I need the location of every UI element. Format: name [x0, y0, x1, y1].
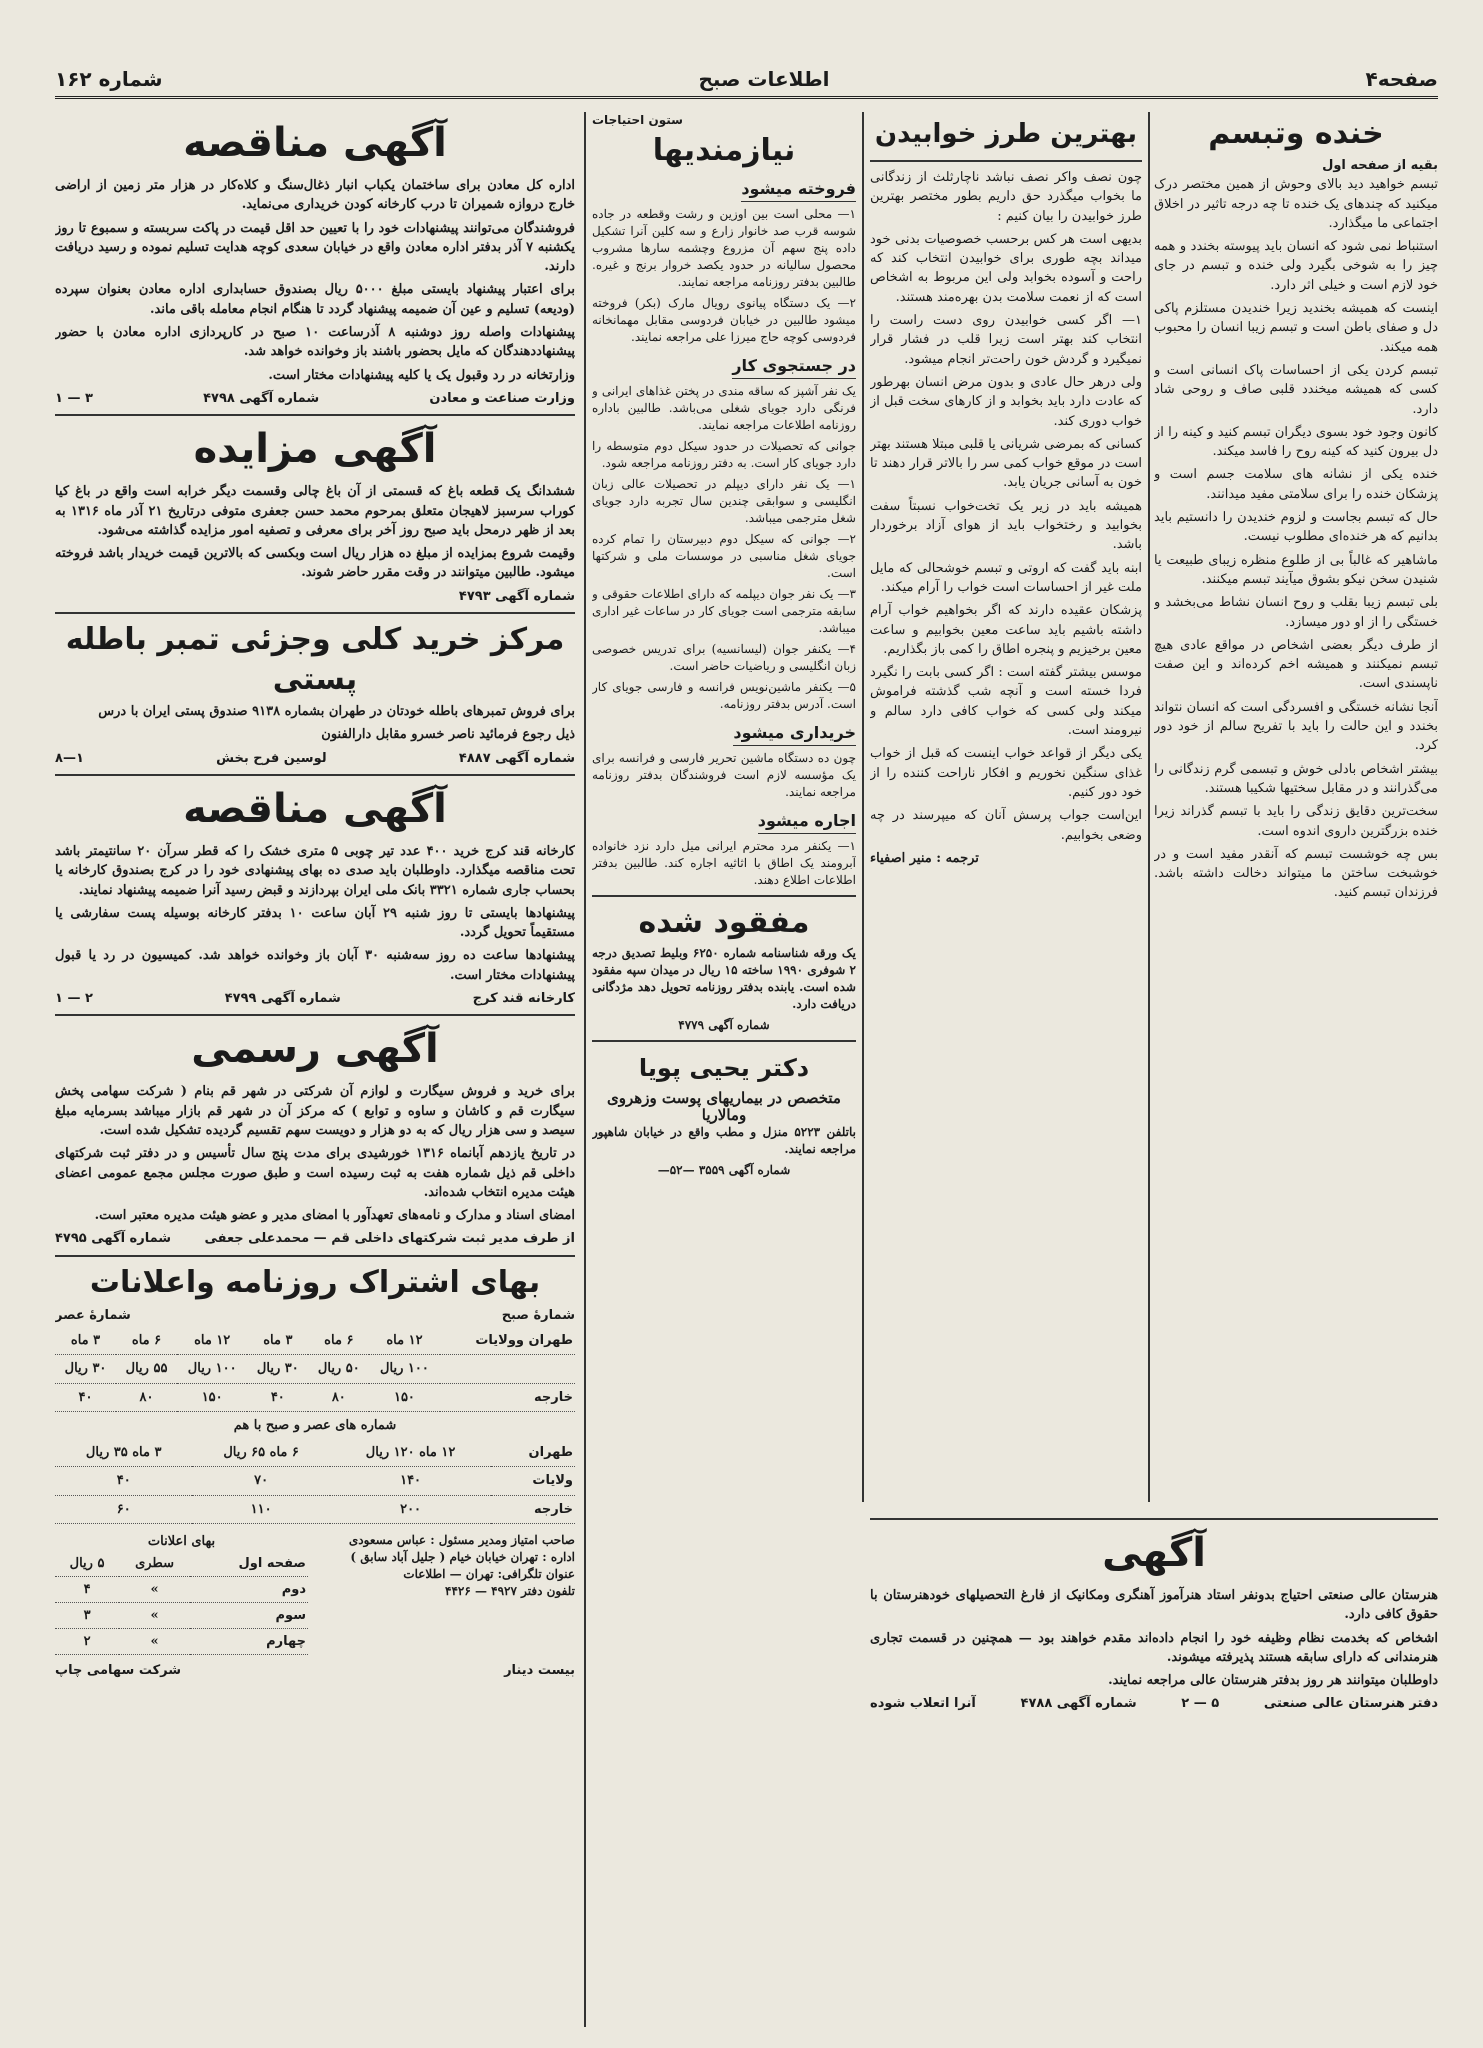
rate-label [440, 1355, 575, 1383]
auction-paragraph: وقیمت شروع بمزایده از مبلغ ده هزار ریال است وبکسی که بالاترین قیمت خریدار باشد فروخته میشود. طالبین میتوانند در وقت مقرر حاضر شوند. [55, 546, 575, 581]
tender2-ad-number: شماره آگهی ۴۷۹۹ [224, 991, 341, 1007]
classifieds-kicker: ستون احتیاجات [592, 113, 683, 127]
table-row [55, 1629, 308, 1655]
classified-item: ۲— جوانی که سیکل دوم دبیرستان را تمام کرده جویای شغل مناسبی در موسسات ملی و شرکتها است. [592, 532, 856, 580]
rate-cell: ۱۵۰ [177, 1383, 247, 1411]
rate-cell: » [119, 1577, 190, 1603]
publisher-line: عنوان تلگرافی: تهران — اطلاعات [403, 1567, 575, 1582]
sleep-paragraph: موسس بیشتر گفته است : اگر کسی بابت را نگیرد فردا خسته است و آنچه شب گذشته فراموش میکند ولی کسی که خواب کافی دارد سالم و نیرومند است. [870, 665, 1142, 739]
tender2-ad [55, 782, 575, 1008]
rate-cell: » [119, 1629, 190, 1655]
ad-rates [55, 1532, 308, 1655]
rate-cell: ۶۰ [55, 1495, 192, 1523]
rate-label: ولایات [491, 1467, 575, 1495]
smile-paragraph: بلی تبسم زیبا بقلب و روح انسان نشاط می‌بخشد و خستگی را از او دور میسازد. [1154, 595, 1438, 630]
tender2-paragraph: کارخانه قند کرج خرید ۴۰۰ عدد تیر چوبی ۵ متری خشک را که قطر سرآن ۲۰ سانتیمتر باشد تحت مناقصه میگذارد. داوطلبان باید صدی ده بهای پیشنهادی خود را در کرج بصندوق کارخانه یا بحساب جاری شماره ۳۳۲۱ بانک ملی ایران بپردازند و قبض رسید آنرا ضمیمه پیشنهاد نمایند. [55, 843, 575, 898]
smile-paragraph: استنباط نمی شود که انسان باید پیوسته بخندد و همه چیز را به شوخی بگیرد ولی خنده و تبسم در جای خود لازم است و خیلی اثر دارد. [1154, 239, 1438, 293]
smile-paragraph: آنجا نشانه خستگی و افسردگی است که انسان نتواند بخندد و این حالت را باید با تفریح سالم از خود دور کرد. [1154, 699, 1438, 754]
sleep-paragraph: این‌است جواب پرسش آنان که میپرسند در چه وضعی بخوابیم. [870, 808, 1142, 843]
school-ad-footer [870, 1694, 1438, 1713]
school-ad-title: آگهی [1102, 1530, 1206, 1576]
rate-cell: ۸۰ [116, 1383, 177, 1411]
table-row [55, 1551, 308, 1577]
combined-editions-label: شماره های عصر و صبح با هم [233, 1417, 397, 1433]
tender-paragraph: فروشندگان می‌توانند پیشنهادات خود را با تعیین حد اقل قیمت در پاکت سربسته و سمبوع تا روز یکشنبه ۷ آذر بدفتر اداره معادن واقع در خیابان سعدی کوچه هدایت تسلیم نموده و رسید دریافت دارند. [55, 220, 575, 275]
classified-item: یک نفر آشپز که ساقه مندی در پختن غذاهای ایرانی و فرنگی دارد جویای شغلی می‌باشد. طالبین باداره روزنامه اطلاعات مراجعه نمایند. [592, 384, 856, 432]
rate-cell: ۱۰۰ ریال [177, 1355, 247, 1383]
sleep-paragraph: ابنه باید گفت که اروتی و تبسم خوشحالی که مایل ملت غیر از احساسات است خواب را آرام میکند. [870, 560, 1142, 595]
smile-article-column [1154, 112, 1438, 1502]
doctor-ad-number: شماره آگهی ۳۵۵۹ —۵۲— [657, 1163, 791, 1177]
classified-item: ۲— یک دستگاه پیانوی رویال مارک (بکر) فروخته میشود طالبین در خیابان فردوسی مقابل مهمانخانه فردوسی کوچه حاج میرزا علی مراجعه نمایند. [592, 296, 856, 344]
column-rule [584, 112, 586, 2027]
table-row [55, 1603, 308, 1629]
rate-cell: ۵ ریال [55, 1551, 119, 1577]
rate-cell: ۲ [55, 1629, 119, 1655]
ad-rates-table [55, 1551, 308, 1655]
auction-title: آگهی مزایده [193, 426, 437, 473]
rate-cell: ۶ ماه [308, 1327, 369, 1355]
rate-label: صفحه اول [190, 1551, 308, 1577]
official-title: آگهی رسمی [191, 1026, 439, 1073]
rate-cell: ۱۲ ماه [177, 1327, 247, 1355]
classified-item: ۵— یکنفر ماشین‌نویس فرانسه و فارسی جویای کار است. آدرس بدفتر روزنامه. [592, 680, 856, 711]
school-ad-run: ۵ — ۲ [1181, 1696, 1220, 1712]
school-name: دفتر هنرستان عالی صنعتی [1263, 1696, 1438, 1712]
auction-paragraph: ششدانگ یک قطعه باغ که قسمتی از آن باغ چالی وقسمت دیگر خرابه است واقع در باغ کیا کوراب سرسبز لاهیجان متعلق بمرحوم محمد حسن جعفری متوفی درتاریخ ۲۱ آذر ماه ۱۳۱۶ به بعد از ظهر درمحل باید صبح روز آخر برای معرفی و تصفیه امور مزایده گذاشته می‌شود. [55, 484, 575, 538]
smile-continued: بقیه از صفحه اول [1322, 158, 1438, 173]
rate-cell: ۶ ماه [116, 1327, 177, 1355]
publisher-line: اداره : تهران خیابان خیام ( جلیل آباد سابق ) [350, 1550, 575, 1565]
rate-label: طهران وولایات [440, 1327, 575, 1355]
rate-label: چهارم [190, 1629, 308, 1655]
table-row [55, 1383, 575, 1411]
table-row [55, 1355, 575, 1383]
smile-paragraph: اینست که همیشه بخندید زیرا خندیدن مستلزم پاکی دل و صفای باطن است و تبسم زیبا انسان را محبوب همه میکند. [1154, 301, 1438, 355]
morning-edition-label: شمارهٔ صبح [501, 1307, 575, 1323]
stamps-title: مرکز خرید کلی وجزئی تمبر باطله پستی [65, 622, 565, 698]
rate-cell: ۳ ماه ۳۵ ریال [55, 1439, 192, 1467]
subscription-title: بهای اشتراک روزنامه واعلانات [89, 1264, 541, 1300]
official-signatory: از طرف مدیر ثبت شرکتهای داخلی قم — محمدعلی جعفی [204, 1231, 575, 1247]
rate-cell: ۵۰ ریال [308, 1355, 369, 1383]
sleep-article-column [870, 112, 1142, 1502]
official-ad [55, 1022, 575, 1248]
subscription-box [55, 1263, 575, 1681]
tender2-paragraph: پیشنهادها بایستی تا روز شنبه ۲۹ آبان ساعت ۱۰ بدفتر کارخانه بوسیله پست سفارشی یا مستقیماً تحویل گردد. [55, 905, 575, 941]
tender-title: آگهی مناقصه [183, 120, 447, 166]
tender2-run: ۲ — ۱ [55, 991, 93, 1007]
section-divider [592, 895, 856, 897]
sleep-article-title: بهترین طرز خوابیدن [874, 119, 1138, 149]
doctor-title: دکتر یحیی پویا [638, 1054, 810, 1082]
school-ad [870, 1512, 1438, 1912]
jobs-heading: در جستجوی کار [732, 354, 856, 379]
auction-ad [55, 422, 575, 606]
smile-paragraph: بیشتر اشخاص بادلی خوش و تبسمی گرم زندگانی را می‌گذرانند و در مقابل سختیها شکیبا هستند. [1154, 761, 1438, 796]
smile-paragraph: تبسم خواهید دید بالای وحوش از همین مختصر درک میکنید که چندهای یک خنده تا چه درجه تاثیر در اخلاق اجتماعی ما میگذارد. [1154, 177, 1438, 231]
smile-article-title: خنده وتبسم [1208, 116, 1384, 151]
classifieds-column [592, 112, 856, 2032]
sleep-paragraph: کسانی که بمرضی شریانی یا قلبی مبتلا هستند بهتر است در موقع خواب کمی سر را بالاتر قرار دهند تا خون به آسانی جریان یابد. [870, 436, 1142, 491]
stamps-signature: لوسین فرح بخش [216, 750, 327, 766]
ads-column [55, 112, 575, 2032]
classified-item: ۳— یک نفر جوان دیپلمه که دارای اطلاعات حقوقی و سابقه مترجمی است جویای کار در ساعات غیر اداری میباشد. [592, 587, 856, 635]
smile-paragraph: کانون وجود خود بسوی دیگران تبسم کنید و کینه را از دل بیرون کنید که کینه روح را فاسد میکند. [1154, 424, 1438, 460]
tender2-footer [55, 989, 575, 1008]
stamps-paragraph: ذیل رجوع فرمائید ناصر خسرو مقابل دارالفنون [321, 727, 575, 743]
issue-label: شماره ۱۶۲ [55, 67, 163, 91]
auction-ad-number: شماره آگهی ۴۷۹۳ [458, 588, 575, 604]
sleep-paragraph: یکی دیگر از قواعد خواب اینست که قبل از خواب غذای سنگین نخوریم و افکار ناراحت کننده را از خود دور کنیم. [870, 746, 1142, 800]
table-row [55, 1439, 575, 1467]
table-row [55, 1327, 575, 1355]
stamps-footer [55, 749, 575, 768]
combined-rates-table [55, 1439, 575, 1524]
school-ad-note: آنرا اتعلاب شوده [870, 1696, 976, 1712]
tender-paragraph: وزارتخانه در رد وقبول یک یا کلیه پیشنهادات مختار است. [268, 367, 575, 383]
official-paragraph: در تاریخ یازدهم آبانماه ۱۳۱۶ خورشیدی برای مدت پنج سال تأسیس و در دفتر ثبت شرکتهای داخلی قم ذیل شماره هفت به ثبت رسیده است و طبق صورت مجلس مجمع عمومی اعضای هیئت مدیره انتخاب شده‌اند. [55, 1146, 575, 1200]
school-ad-paragraph: اشخاص که بخدمت نظام وظیفه خود را انجام داده‌اند مقدم خواهند بود — همچنین در قسمت تجاری هنرمندانی که دارای سابقه هستند پذیرفته میشوند. [870, 1630, 1438, 1665]
rate-label: دوم [190, 1577, 308, 1603]
subscription-editions [55, 1306, 575, 1325]
classified-item: ۱— یک نفر دارای دیپلم در تحصیلات عالی زبان انگلیسی و سوابقی چندین سال تجربه دارد جویای شغل مترجمی میباشد. [592, 477, 856, 525]
smile-paragraph: تبسم کردن یکی از احساسات پاک انسانی است و کسی که همیشه میخندد قلبی صاف و روحی شاد دارد. [1154, 362, 1438, 417]
sleep-paragraph: ۱— اگر کسی خوابیدن روی دست راست را انتخاب کند بهتر است زیرا قلب در فشار قرار نمیگیرد و گردش خون راحت‌تر انجام میشود. [870, 313, 1142, 367]
subscription-table [55, 1327, 575, 1412]
tender2-paragraph: پیشنهادها ساعت ده روز سه‌شنبه ۳۰ آبان باز وخوانده خواهد شد. کمیسیون در رد یا قبول پیشنهادات مختار است. [55, 948, 575, 983]
smile-paragraph: خنده یکی از نشانه های سلامت جسم است و پزشکان خنده را برای سلامتی مفید میدانند. [1154, 467, 1438, 502]
school-ad-number: شماره آگهی ۴۷۸۸ [1020, 1696, 1137, 1712]
rate-cell: ۴۰ [247, 1383, 308, 1411]
ad-rates-title: بهای اعلانات [147, 1534, 216, 1550]
section-divider [55, 1014, 575, 1016]
sleep-paragraph: ولی درهر حال عادی و بدون مرض انسان بهرطور که عادت دارد باید بخوابد و از کارهای سخت قبل از خواب دوری کند. [870, 374, 1142, 429]
rate-cell: ۸۰ [308, 1383, 369, 1411]
rate-cell: ۱۱۰ [192, 1495, 329, 1523]
rate-cell: ۱۲ ماه ۱۲۰ ریال [330, 1439, 492, 1467]
sleep-paragraph: چون نصف واکر نصف نباشد ناچارثلث از زندگانی ما بخواب میگذرد حق داریم بطور مختصر بهترین طرز خوابیدن را بیان کنیم : [870, 170, 1142, 224]
tender-footer [55, 389, 575, 408]
sleep-paragraph: همیشه باید در زیر یک تخت‌خواب نسبتاً سفت بخوابید و رختخواب باید از هوای آزاد برخوردار باشد. [870, 498, 1142, 553]
stamps-run: ۱—۸ [55, 750, 84, 766]
evening-edition-label: شمارهٔ عصر [55, 1307, 131, 1323]
column-rule [1148, 112, 1150, 1502]
section-divider [870, 160, 1142, 162]
smile-paragraph: حال که تبسم بجاست و لزوم خندیدن را دانستیم باید بدانیم که هر خنده‌ای مطلوب نیست. [1154, 510, 1438, 545]
section-divider [592, 1040, 856, 1042]
tender-ministry: وزارت صناعت و معادن [429, 390, 575, 406]
doctor-specialty: متخصص در بیماریهای پوست وزهروی ومالاریا [607, 1089, 841, 1124]
smile-paragraph: ماشاهیر که غالباً بی از طلوع منظره زیبای طبیعت یا شنیدن سخن نیکو بشوق میآیند تبسم میکنند. [1154, 552, 1438, 587]
classified-item: ۱— محلی است بین اوزین و رشت وقطعه در جاده شوسه قرب صد خانوار زارع و سه کلین آنرا تشکیل داده پنج سهم آن مزروع وچشمه سارها مشروب محصول سالیانه در حدود یکصد خروار برنج و غیره. طالبین بدفتر روزنامه مراجعه نمایند. [592, 207, 856, 289]
table-row [55, 1467, 575, 1495]
classified-item: چون ده دستگاه ماشین تحریر فارسی و فرانسه برای یک مؤسسه لازم است فروشندگان بدفتر روزنامه مراجعه نمایند. [592, 751, 856, 799]
tender-paragraph: پیشنهادات واصله روز دوشنبه ۸ آذرساعت ۱۰ صبح در کارپردازی اداره معادن با حضور پیشنهاددهندگان که مایل بحضور باشند باز وخوانده خواهد شد. [55, 325, 575, 360]
subscription-footer [55, 1661, 575, 1680]
buy-heading: خریداری میشود [733, 721, 856, 746]
smile-paragraph: سخت‌ترین دقایق زندگی را باید با تبسم گذراند زیرا خنده بزرگترین داروی اندوه است. [1154, 804, 1438, 839]
lost-title: مفقود شده [638, 905, 810, 940]
rate-label: طهران [491, 1439, 575, 1467]
rate-cell: ۴۰ [55, 1467, 192, 1495]
lost-ad-number: شماره آگهی ۴۷۷۹ [678, 1018, 770, 1032]
tender-ad-number: شماره آگهی ۴۷۹۸ [203, 390, 320, 406]
official-paragraph: برای خرید و فروش سیگارت و لوازم آن شرکتی در شهر قم بنام ( شرکت سهامی پخش سیگارت قم و کاشان و ساوه و توابع ) که مرکز آن در شهر قم بازار میباشد بسرمایه مبلغ سیصد و سی هزار ریال که به دو هزار و دویست سهم تقسیم گردیده تشکیل شده است. [55, 1084, 575, 1138]
table-row [55, 1577, 308, 1603]
rate-cell: ۴ [55, 1577, 119, 1603]
rate-cell: ۱۴۰ [330, 1467, 492, 1495]
rate-cell: ۱۰۰ ریال [369, 1355, 439, 1383]
tender-ad [55, 116, 575, 408]
section-divider [55, 1255, 575, 1257]
doctor-text: باتلفن ۵۲۲۳ منزل و مطب واقع در خیابان شاهپور مراجعه نمایند. [592, 1125, 856, 1156]
publisher-info [322, 1532, 575, 1655]
rate-cell: ۷۰ [192, 1467, 329, 1495]
tender-paragraph: اداره کل معادن برای ساختمان یکباب انبار ذغال‌سنگ و کلاه‌کار در هزار متر زمین از اراضی خارج دروازه شمیران تا درب کارخانه کودن خریداری می‌نماید. [55, 178, 575, 213]
subscription-bottom [55, 1532, 575, 1655]
stamps-paragraph: برای فروش تمبرهای باطله خودتان در طهران بشماره ۹۱۳۸ صندوق پستی ایران با درس [98, 704, 575, 720]
rent-heading: اجاره میشود [758, 809, 856, 834]
stamps-ad [55, 620, 575, 768]
rate-cell: ۱۵۰ [369, 1383, 439, 1411]
rate-cell: ۶ ماه ۶۵ ریال [192, 1439, 329, 1467]
lost-text: یک ورقه شناسنامه شماره ۶۲۵۰ وبلیط تصدیق درجه ۲ شوفری ۱۹۹۰ ساخته ۱۵ ریال در میدان سپه مفقود شده است. یابنده بدفتر روزنامه تحویل دهد مژدگانی دریافت دارد. [592, 946, 856, 1011]
tender-run: ۳ — ۱ [55, 390, 93, 406]
rate-cell: » [119, 1603, 190, 1629]
rate-cell: ۳۰ ریال [55, 1355, 116, 1383]
rate-cell: ۳ ماه [247, 1327, 308, 1355]
official-footer [55, 1229, 575, 1248]
smile-paragraph: از طرف دیگر بعضی اشخاص در مواقع عادی هیچ تبسم نمیکنند و همیشه اخم کرده‌اند و این صفت ناپسندی است. [1154, 637, 1438, 692]
rate-cell: ۳۰ ریال [247, 1355, 308, 1383]
rate-cell: ۲۰۰ [330, 1495, 492, 1523]
smile-paragraph: بس چه خوشست تبسم که آنقدر مفید است و در خوشبخت ساختن ما میتواند دخالت داشته باشد. فرزندان تبسم کنید. [1154, 846, 1438, 901]
sleep-translator: ترجمه : منیر اصفیاء [870, 850, 979, 866]
auction-footer [55, 587, 575, 606]
sale-heading: فروخته میشود [741, 177, 856, 202]
paper-name: اطلاعات صبح [698, 67, 830, 91]
section-divider [55, 774, 575, 776]
printer-name: شرکت سهامی چاپ [55, 1663, 182, 1679]
rate-label: خارجه [491, 1495, 575, 1523]
column-rule [862, 112, 864, 1502]
official-ad-number: شماره آگهی ۴۷۹۵ [55, 1231, 172, 1247]
sleep-paragraph: پزشکان عقیده دارند که اگر بخواهیم خواب آرام داشته باشیم باید ساعت معین بخوابیم و ساعت معین برخیزیم و پنجره اطاق را کمی باز بگذاریم. [870, 603, 1142, 657]
school-ad-paragraph: داوطلبان میتوانند هر روز بدفتر هنرستان عالی مراجعه نمایند. [1108, 1673, 1438, 1689]
tender2-title: آگهی مناقصه [183, 785, 447, 832]
classified-item: جوانی که تحصیلات در حدود سیکل دوم متوسطه را دارد جویای کار است. به دفتر روزنامه مراجعه شود. [592, 439, 856, 470]
school-ad-paragraph: هنرستان عالی صنعتی احتیاج بدونفر استاد هنرآموز آهنگری ومکانیک از فارغ التحصیلهای خودهنرستان با حقوق کافی دارد. [870, 1588, 1438, 1623]
classified-item: ۴— یکنفر جوان (لیسانسیه) برای تدریس خصوصی زبان انگلیسی و ریاضیات حاضر است. [592, 642, 856, 673]
rate-cell: ۵۵ ریال [116, 1355, 177, 1383]
stamps-ad-number: شماره آگهی ۴۸۸۷ [458, 750, 575, 766]
rate-label: خارجه [440, 1383, 575, 1411]
rate-cell: ۴۰ [55, 1383, 116, 1411]
rate-cell: ۳ ماه [55, 1327, 116, 1355]
publisher-line: تلفون دفتر ۴۹۲۷ — ۴۴۲۶ [445, 1584, 575, 1599]
issue-price: بیست دینار [504, 1663, 575, 1679]
section-divider [55, 612, 575, 614]
table-row [55, 1495, 575, 1523]
tender-paragraph: برای اعتبار پیشنهاد بایستی مبلغ ۵۰۰۰ ریال بصندوق حسابداری اداره معادن بعنوان سپرده (ودیعه) تسلیم و عین آن ضمیمه پیشنهاد گردد تا هنگام انجام معامله باقی ماند. [55, 282, 575, 317]
sleep-paragraph: بدیهی است هر کس برحسب خصوصیات بدنی خود میداند بچه طوری برای خوابیدن انتخاب کند که راحت و آسوده بخوابد ولی این مربوط به اشخاص است که از نعمت سلامت بدن بهره‌مند هستند. [870, 231, 1142, 305]
masthead [55, 62, 1438, 99]
classified-item: ۱— یکنفر مرد محترم ایرانی میل دارد نزد خانواده آبرومند یک اطاق با اثاثیه اجاره کند. طالبین بدفتر اطلاعات اطلاع دهند. [592, 839, 856, 887]
page-label: صفحه۴ [1365, 67, 1438, 91]
rate-cell: سطری [119, 1551, 190, 1577]
section-divider [55, 414, 575, 416]
classifieds-title: نیازمندیها [652, 133, 796, 168]
rate-cell: ۱۲ ماه [369, 1327, 439, 1355]
rate-cell: ۳ [55, 1603, 119, 1629]
section-divider [870, 1518, 1438, 1520]
publisher-line: صاحب امتیاز ومدیر مسئول : عباس مسعودی [348, 1533, 575, 1548]
rate-label: سوم [190, 1603, 308, 1629]
official-paragraph: امضای اسناد و مدارک و نامه‌های تعهدآور با امضای مدیر و عضو هیئت مدیره معتبر است. [94, 1208, 575, 1224]
tender2-company: کارخانه قند کرج [472, 991, 575, 1007]
